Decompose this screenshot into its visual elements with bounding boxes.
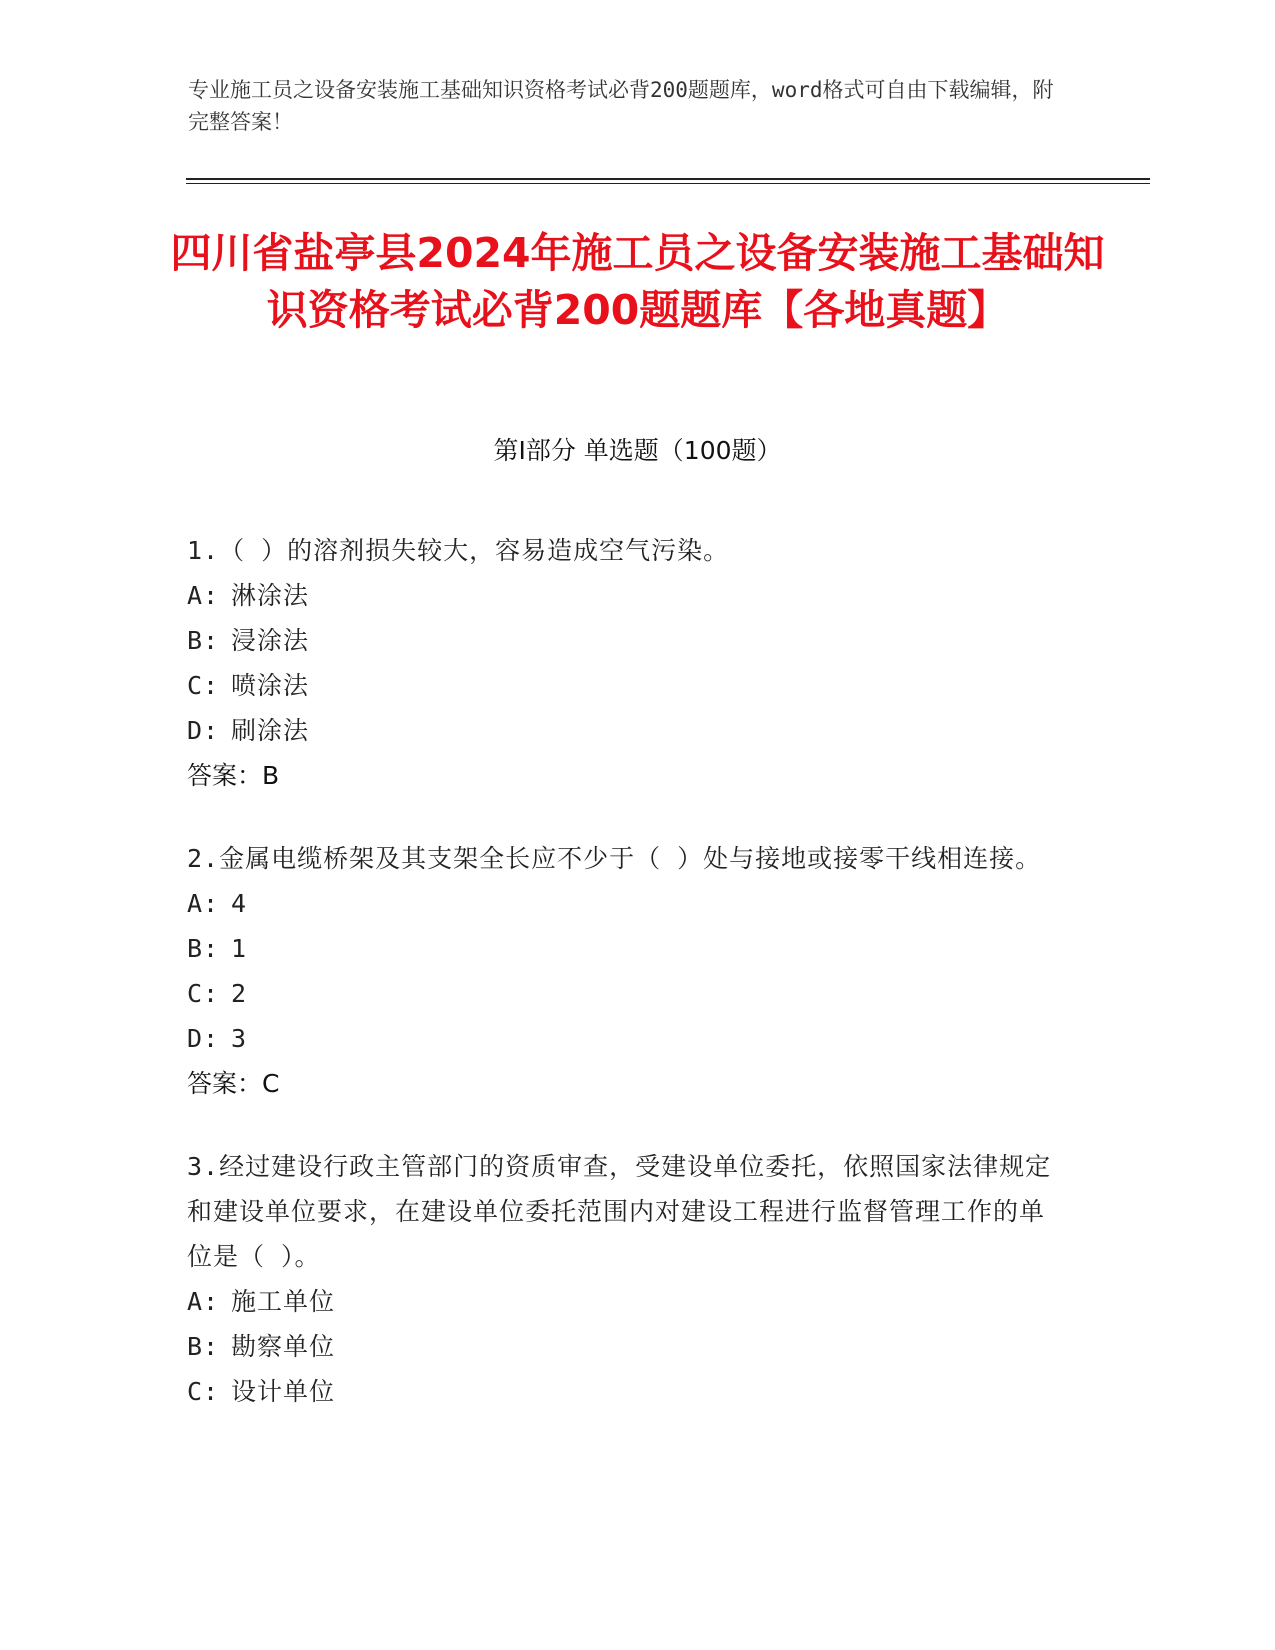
question-stem: 2.金属电缆桥架及其支架全长应不少于（ ）处与接地或接零干线相连接。: [187, 844, 1042, 873]
option-b: [187, 1324, 1067, 1369]
option-b: [187, 618, 1067, 663]
option-key: C:: [187, 671, 220, 700]
option-key: D:: [187, 716, 220, 745]
option-key: B:: [187, 626, 220, 655]
option-text: 勘察单位: [231, 1332, 336, 1361]
option-a: [187, 881, 1067, 926]
question-stem: 1.（ ）的溶剂损失较大，容易造成空气污染。: [187, 536, 730, 565]
option-a: [187, 573, 1067, 618]
question-list: [187, 528, 1067, 1452]
question-1: [187, 528, 1067, 798]
option-c: [187, 971, 1067, 1016]
document-title: 四川省盐亭县2024年施工员之设备安装施工基础知识资格考试必背200题题库【各地真题】: [170, 229, 1105, 334]
option-d: [187, 708, 1067, 753]
header-note: 专业施工员之设备安装施工基础知识资格考试必背200题题库，word格式可自由下载编辑，附完整答案！: [188, 78, 1054, 134]
answer-line: 答案：C: [187, 1069, 280, 1098]
option-key: A:: [187, 889, 220, 918]
question-stem: 3.经过建设行政主管部门的资质审查，受建设单位委托，依照国家法律规定和建设单位要求，在建设单位委托范围内对建设工程进行监督管理工作的单位是（ ）。: [187, 1152, 1052, 1271]
option-text: 喷涂法: [231, 671, 310, 700]
option-key: C:: [187, 979, 220, 1008]
option-a: [187, 1279, 1067, 1324]
option-d: [187, 1016, 1067, 1061]
option-key: C:: [187, 1377, 220, 1406]
answer-line: 答案：B: [187, 761, 280, 790]
option-text: 1: [231, 934, 248, 963]
option-key: B:: [187, 1332, 220, 1361]
option-key: A:: [187, 581, 220, 610]
option-key: D:: [187, 1024, 220, 1053]
section-heading: 第Ⅰ部分 单选题（100题）: [493, 436, 782, 465]
option-key: B:: [187, 934, 220, 963]
option-b: [187, 926, 1067, 971]
option-c: [187, 663, 1067, 708]
option-text: 施工单位: [231, 1287, 336, 1316]
header-divider-thin: [186, 183, 1150, 184]
question-3: [187, 1144, 1067, 1414]
option-text: 淋涂法: [231, 581, 310, 610]
option-text: 4: [231, 889, 248, 918]
option-text: 3: [231, 1024, 248, 1053]
question-2: [187, 836, 1067, 1106]
option-text: 设计单位: [231, 1377, 336, 1406]
option-key: A:: [187, 1287, 220, 1316]
option-text: 2: [231, 979, 248, 1008]
option-c: [187, 1369, 1067, 1414]
option-text: 刷涂法: [231, 716, 310, 745]
header-divider-thick: [186, 178, 1150, 180]
option-text: 浸涂法: [231, 626, 310, 655]
